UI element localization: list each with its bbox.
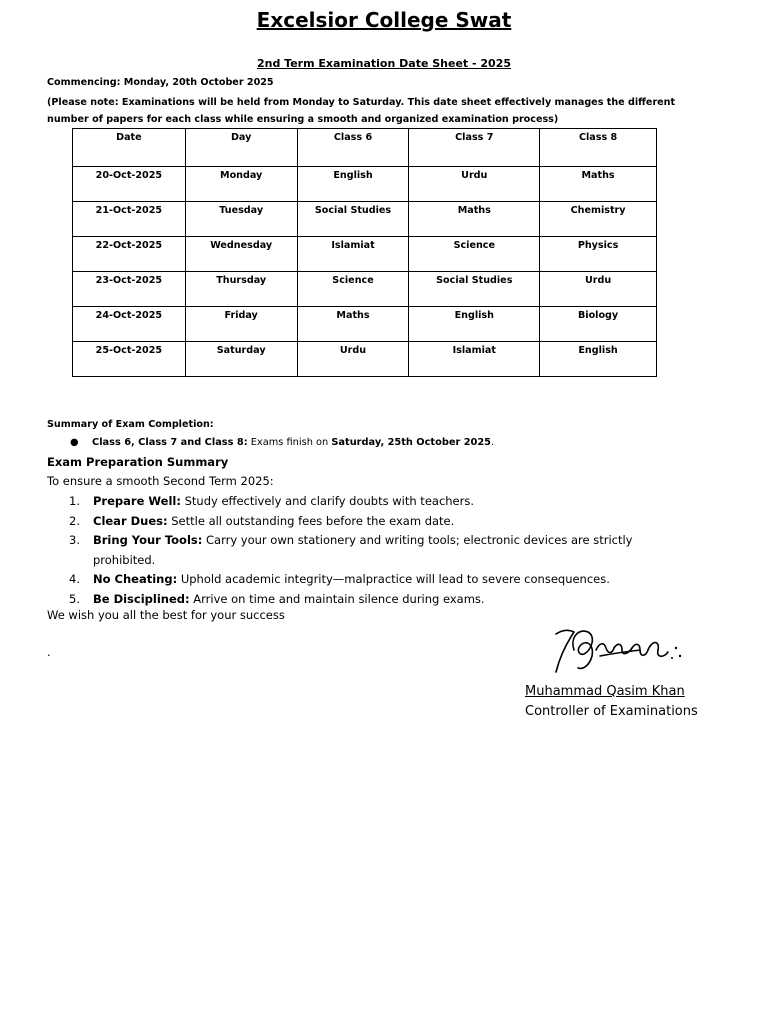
cell-day: Saturday [185, 342, 297, 377]
cell-class-8: Physics [540, 237, 657, 272]
summary-bullet [70, 437, 494, 448]
cell-date: 21-Oct-2025 [73, 202, 186, 237]
cell-date: 20-Oct-2025 [73, 167, 186, 202]
header-class-6: Class 6 [297, 129, 409, 167]
step-bold: Bring Your Tools: [93, 533, 203, 547]
bullet-dot-icon: ● [70, 437, 79, 448]
cell-class-8: Biology [540, 307, 657, 342]
step-text: Settle all outstanding fees before the exam date. [167, 513, 455, 528]
cell-class-7: Urdu [409, 167, 540, 202]
header-class-8: Class 8 [540, 129, 657, 167]
list-item [47, 512, 667, 532]
cell-date: 22-Oct-2025 [73, 237, 186, 272]
cell-class-8: Maths [540, 167, 657, 202]
table-row [73, 342, 657, 377]
summary-end-date: Saturday, 25th October 2025 [331, 437, 491, 448]
note-line-1: (Please note: Examinations will be held from Monday to Saturday. This date sheet effectively manages the different [47, 97, 676, 108]
sheet-title: 2nd Term Examination Date Sheet - 2025 [256, 57, 512, 70]
step-bold: Be Disciplined: [93, 591, 190, 606]
step-number: 3. [69, 533, 80, 547]
cell-class-7: Social Studies [409, 272, 540, 307]
closing-wish: We wish you all the best for your success [47, 608, 285, 622]
summary-text: Exams finish on [247, 437, 332, 448]
prep-intro: To ensure a smooth Second Term 2025: [47, 474, 274, 488]
step-bold: No Cheating: [93, 572, 178, 586]
step-bold: Prepare Well: [93, 494, 181, 508]
list-item [47, 531, 667, 570]
cell-class-8: English [540, 342, 657, 377]
header-class-7: Class 7 [409, 129, 540, 167]
college-title: Excelsior College Swat [256, 8, 512, 32]
note-text [47, 94, 719, 128]
cell-class-6: Islamiat [297, 237, 409, 272]
cell-day: Monday [185, 167, 297, 202]
cell-day: Wednesday [185, 237, 297, 272]
cell-class-6: Urdu [297, 342, 409, 377]
cell-date: 24-Oct-2025 [73, 307, 186, 342]
cell-day: Friday [185, 307, 297, 342]
cell-class-7: Science [409, 237, 540, 272]
table-header-row [73, 129, 657, 167]
cell-class-8: Urdu [540, 272, 657, 307]
header-date: Date [73, 129, 186, 167]
commencing-line: Commencing: Monday, 20th October 2025 [47, 77, 274, 88]
date-sheet-table [72, 128, 657, 377]
cell-date: 25-Oct-2025 [73, 342, 186, 377]
prep-heading: Exam Preparation Summary [47, 455, 229, 469]
step-number: 2. [69, 513, 80, 528]
table-row [73, 202, 657, 237]
header-day: Day [185, 129, 297, 167]
step-text: Arrive on time and maintain silence during exams. [189, 591, 485, 606]
summary-period: . [491, 437, 495, 448]
step-number: 5. [69, 591, 80, 606]
step-text: Study effectively and clarify doubts with teachers. [180, 494, 475, 508]
table-row [73, 307, 657, 342]
step-text: Carry your own stationery and writing tools; electronic devices are strictly prohibited. [93, 533, 633, 567]
table-row [73, 167, 657, 202]
note-line-2: number of papers for each class while ensuring a smooth and organized examination process) [47, 114, 559, 125]
step-bold: Clear Dues: [93, 513, 168, 528]
cell-day: Tuesday [185, 202, 297, 237]
table-row [73, 237, 657, 272]
cell-date: 23-Oct-2025 [73, 272, 186, 307]
cell-day: Thursday [185, 272, 297, 307]
cell-class-6: Science [297, 272, 409, 307]
cell-class-7: English [409, 307, 540, 342]
signatory-name: Muhammad Qasim Khan [525, 684, 685, 699]
list-item [47, 570, 667, 590]
step-text: Uphold academic integrity—malpractice will lead to severe consequences. [177, 572, 610, 586]
summary-heading: Summary of Exam Completion: [47, 419, 214, 430]
signatory-role: Controller of Examinations [525, 704, 698, 719]
list-item [47, 590, 667, 610]
cell-class-7: Islamiat [409, 342, 540, 377]
stray-mark: . [47, 645, 51, 659]
table-row [73, 272, 657, 307]
prep-steps-list [47, 492, 667, 609]
signature-image [548, 620, 688, 682]
list-item [47, 492, 667, 512]
step-number: 1. [69, 494, 80, 508]
step-number: 4. [69, 572, 80, 586]
cell-class-6: English [297, 167, 409, 202]
cell-class-6: Maths [297, 307, 409, 342]
cell-class-8: Chemistry [540, 202, 657, 237]
cell-class-7: Maths [409, 202, 540, 237]
summary-classes: Class 6, Class 7 and Class 8: [92, 437, 248, 448]
cell-class-6: Social Studies [297, 202, 409, 237]
